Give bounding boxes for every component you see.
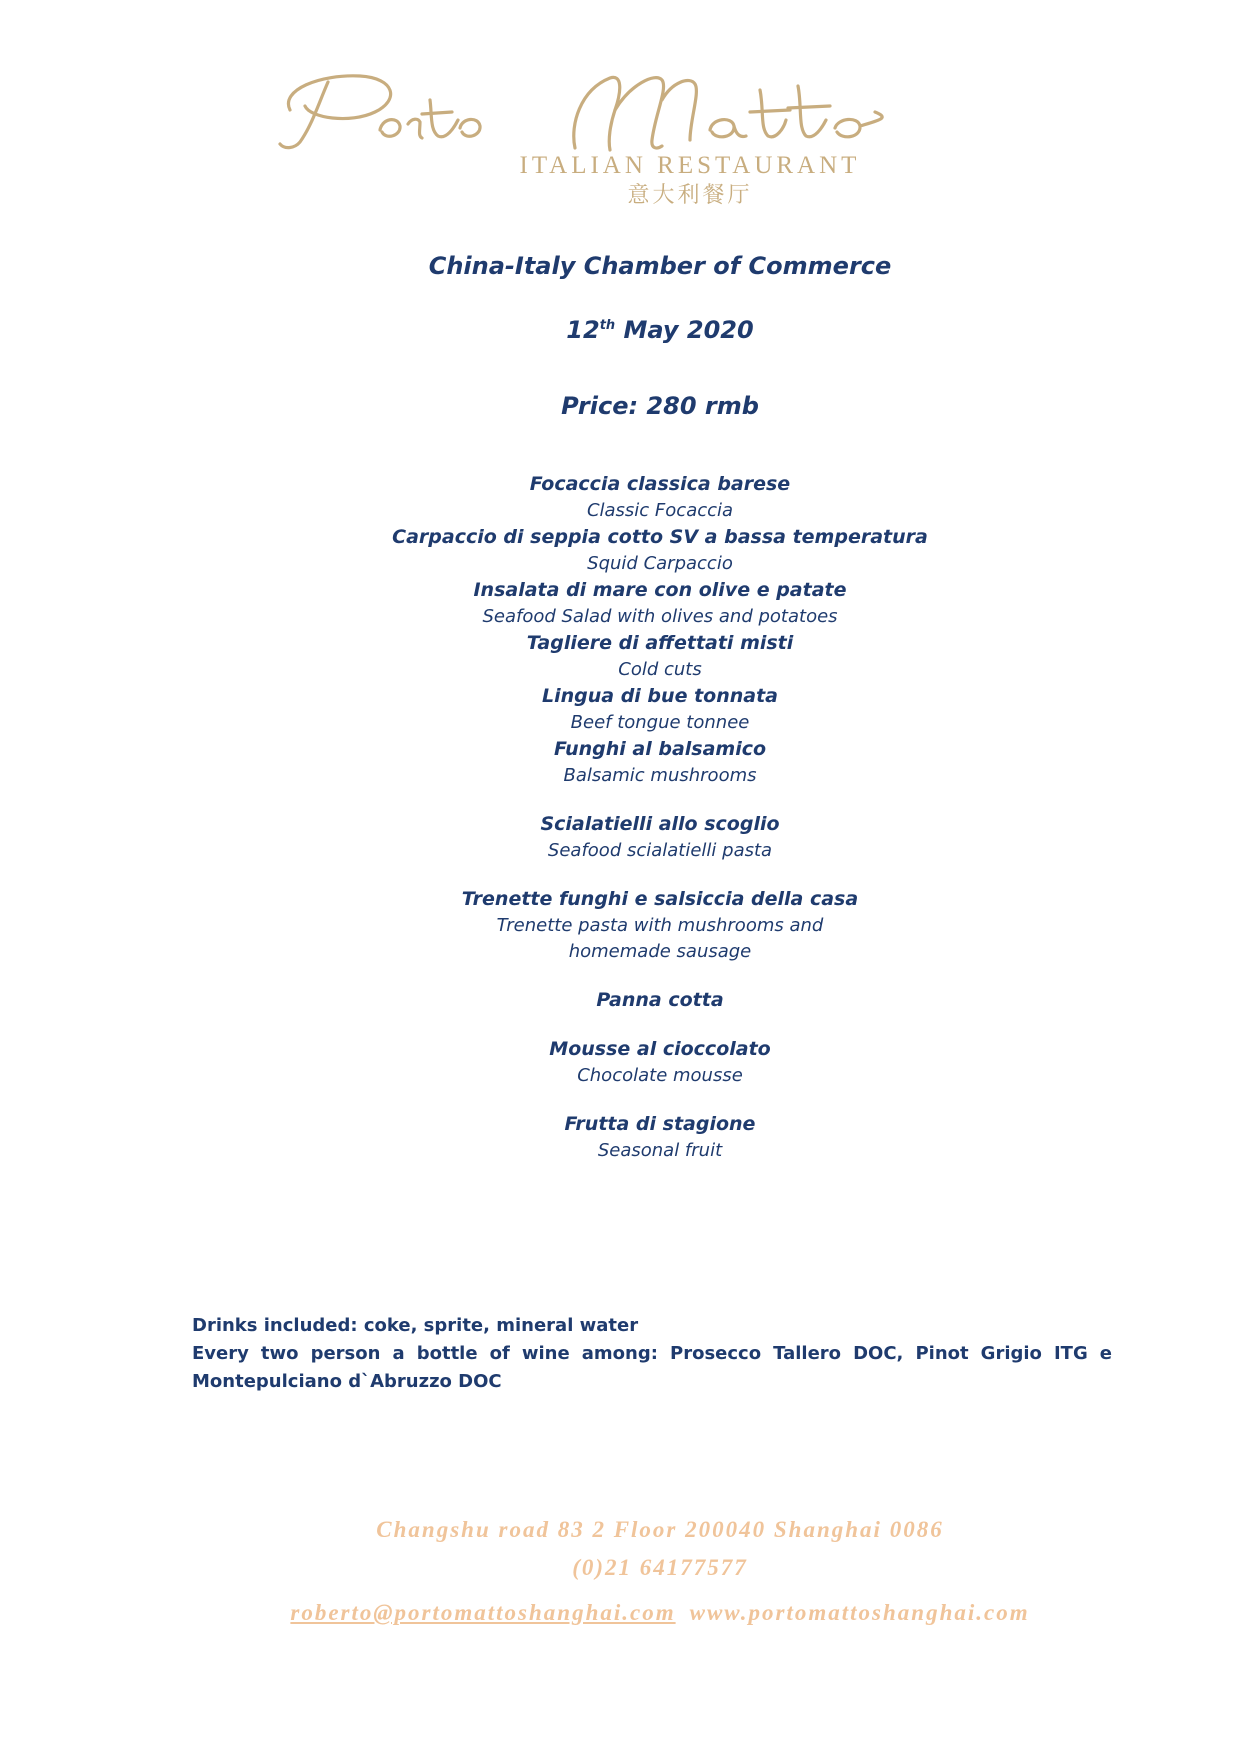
menu-list (0, 471, 1240, 1164)
event-date-suffix: th (599, 318, 616, 333)
dish-italian-name: Focaccia classica barese (529, 473, 791, 495)
logo-subtitle-chinese: 意大利餐厅 (627, 182, 753, 207)
dish-english-name: Seafood Salad with olives and potatoes (482, 606, 838, 627)
menu-item (80, 811, 1240, 864)
dish-english-name: Trenette pasta with mushrooms and (496, 915, 824, 936)
dish-english-name: Classic Focaccia (586, 500, 734, 521)
menu-item (80, 577, 1240, 630)
dish-italian-name: Funghi al balsamico (553, 738, 767, 760)
menu-item (80, 683, 1240, 736)
dish-italian-name: Mousse al cioccolato (549, 1038, 771, 1060)
menu-item (80, 524, 1240, 577)
dish-english-name: Squid Carpaccio (587, 553, 733, 574)
wine-selection-text: Every two person a bottle of wine among: Prosecco Tallero DOC, Pinot Grigio ITG e Montepulciano d`Abruzzo DOC (192, 1343, 1112, 1392)
footer-website-link[interactable]: www.portomattoshanghai.com (689, 1600, 1030, 1625)
menu-item (80, 1111, 1240, 1164)
event-date-rest: May 2020 (615, 316, 754, 344)
event-date (0, 316, 1240, 344)
footer-contact (0, 1600, 1240, 1626)
dish-english-name: Beef tongue tonnee (570, 712, 750, 733)
footer-phone: (0)21 64177577 (572, 1555, 748, 1580)
dish-italian-name: Tagliere di affettati misti (526, 632, 794, 654)
footer-address: Changshu road 83 2 Floor 200040 Shanghai 0086 (376, 1517, 944, 1542)
drinks-included-text: Drinks included: coke, sprite, mineral water (192, 1315, 639, 1336)
dish-english-name: Balsamic mushrooms (563, 765, 757, 786)
logo-subtitle-english: ITALIAN RESTAURANT (519, 152, 861, 179)
event-price: Price: 280 rmb (561, 392, 759, 420)
dish-italian-name: Carpaccio di seppia cotto SV a bassa temperatura (392, 526, 928, 548)
dish-italian-name: Trenette funghi e salsiccia della casa (461, 888, 859, 910)
event-date-day: 12 (566, 316, 600, 344)
dish-english-name: Cold cuts (618, 659, 702, 680)
menu-item (80, 471, 1240, 524)
footer-email-link[interactable]: roberto@portomattoshanghai.com (290, 1600, 676, 1625)
porto-matto-script-logo (270, 70, 990, 160)
dish-english-name-continued: homemade sausage (568, 941, 752, 962)
dish-english-name: Chocolate mousse (577, 1065, 743, 1086)
drinks-info (192, 1312, 1112, 1396)
dish-italian-name: Scialatielli allo scoglio (540, 813, 780, 835)
dish-italian-name: Insalata di mare con olive e patate (473, 579, 847, 601)
menu-item (80, 886, 1240, 965)
dish-italian-name: Panna cotta (596, 989, 724, 1011)
event-title: China-Italy Chamber of Commerce (428, 252, 892, 280)
dish-italian-name: Frutta di stagione (564, 1113, 756, 1135)
dish-english-name: Seafood scialatielli pasta (547, 840, 773, 861)
dish-italian-name: Lingua di bue tonnata (542, 685, 778, 707)
menu-item (80, 736, 1240, 789)
menu-item (80, 630, 1240, 683)
menu-item (80, 1036, 1240, 1089)
menu-item (80, 987, 1240, 1014)
dish-english-name: Seasonal fruit (597, 1140, 723, 1161)
restaurant-logo (270, 70, 990, 210)
